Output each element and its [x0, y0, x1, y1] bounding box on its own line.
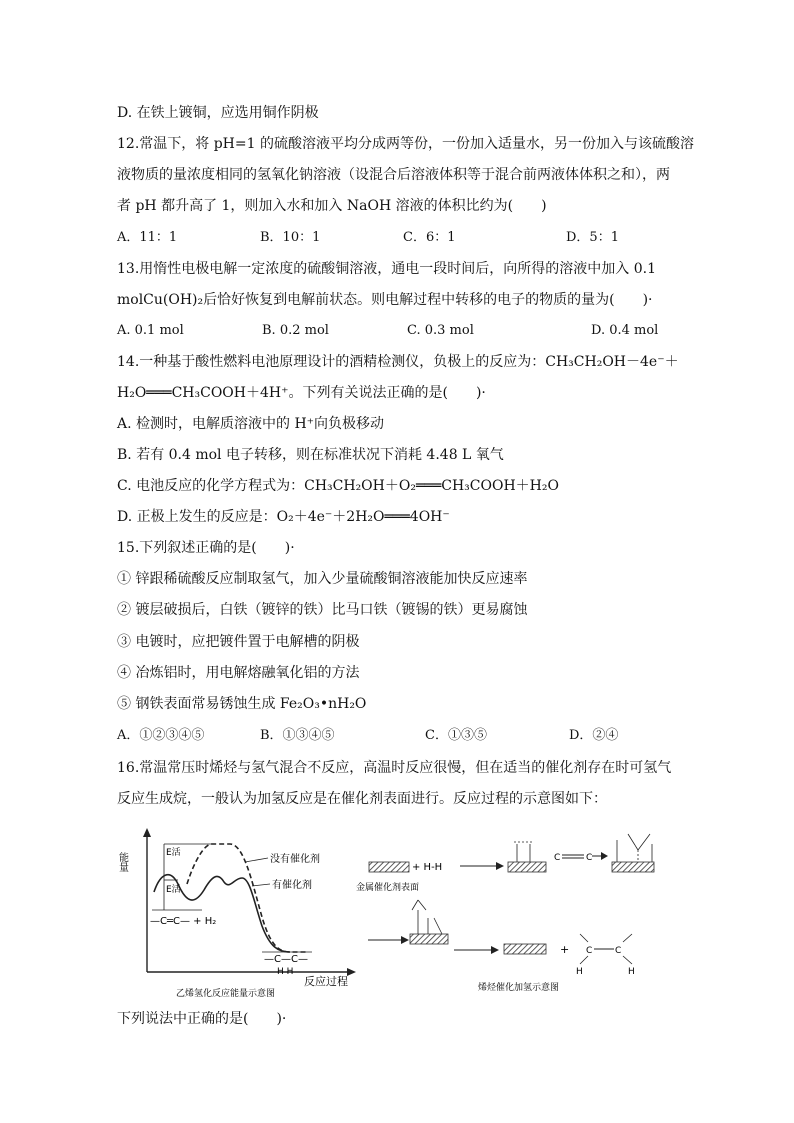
q15-stem: 15.下列叙述正确的是( )· — [117, 540, 295, 556]
with-catalyst-pointer — [252, 884, 270, 886]
q12-stem-line2: 液物质的量浓度相同的氢氧化钠溶液（设混合后溶液体积等于混合前两液体体积之和），两 — [117, 167, 670, 183]
q14-stem-line1: 14.一种基于酸性燃料电池原理设计的酒精检测仪，负极上的反应为：CH₃CH₂OH－4e⁻＋ — [117, 354, 679, 370]
q12-option-d: D．5：1 — [566, 230, 619, 245]
adsorbed-bond-3 — [638, 834, 650, 850]
q14-option-c: C. 电池反应的化学方程式为：CH₃CH₂OH＋O₂═══CH₃COOH＋H₂O — [117, 478, 559, 494]
q12-option-c: C．6：1 — [403, 230, 456, 245]
x-axis-label: 反应过程 — [304, 975, 348, 988]
q14-stem-line2: H₂O═══CH₃COOH＋4H⁺。下列有关说法正确的是( )· — [117, 385, 486, 401]
ea1-label: E活 — [166, 848, 181, 858]
energy-diagram-caption: 乙烯氢化反应能量示意图 — [176, 989, 276, 999]
q16-question: 下列说法中正确的是( )· — [117, 1011, 287, 1027]
ethane-h-left: H — [576, 967, 583, 977]
ethane-bond-4 — [623, 956, 632, 964]
energy-axis-y-label: 能量 — [116, 852, 128, 872]
q13-stem-line1: 13.用惰性电极电解一定浓度的硫酸铜溶液，通电一段时间后，向所得的溶液中加入 0.1 — [117, 261, 656, 277]
q12-option-a: A．11：1 — [117, 230, 178, 245]
q13-stem-line2: molCu(OH)₂后恰好恢复到电解前状态。则电解过程中转移的电子的物质的量为( )· — [117, 292, 653, 308]
catalyst-surface-5 — [504, 944, 546, 954]
arrow-2-head — [601, 852, 608, 860]
no-catalyst-label: 没有催化剂 — [270, 854, 320, 865]
arrow-4-head — [491, 946, 499, 954]
plus-h2-label: + H-H — [412, 862, 443, 873]
q14-option-a: A. 检测时，电解质溶液中的 H⁺向负极移动 — [117, 416, 385, 432]
q13-option-c: C. 0.3 mol — [407, 323, 474, 338]
plus-sign: + — [560, 943, 570, 956]
intermediate-bond-1 — [412, 900, 418, 910]
energy-diagram — [117, 828, 357, 999]
q15-statement-3: ③ 电镀时，应把镀件置于电解槽的阴极 — [117, 634, 360, 650]
q16-figure — [112, 822, 672, 1000]
q15-option-d: D．②④ — [569, 728, 619, 743]
energy-axis-y-arrow — [143, 828, 151, 837]
hydrogenation-schematic — [356, 834, 654, 993]
q12-stem-line3: 者 pH 都升高了 1，则加入水和加入 NaOH 溶液的体积比约为( ) — [117, 198, 547, 214]
ethane-h-right: H — [628, 967, 635, 977]
q16-stem-line1: 16.常温常压时烯烃与氢气混合不反应，高温时反应很慢，但在适当的催化剂存在时可氢气 — [117, 760, 672, 776]
catalyst-surface-3 — [612, 862, 654, 872]
q16-stem-line2: 反应生成烷，一般认为加氢反应是在催化剂表面进行。反应过程的示意图如下： — [117, 791, 607, 807]
ethane-bond-2 — [580, 956, 588, 964]
reactant-label: —C═C— + H₂ — [150, 916, 217, 927]
q15-statement-5: ⑤ 钢铁表面常易锈蚀生成 Fe₂O₃•nH₂O — [117, 696, 367, 712]
q15-statement-2: ② 镀层破损后，白铁（镀锌的铁）比马口铁（镀锡的铁）更易腐蚀 — [117, 602, 528, 618]
q15-option-b: B．①③④⑤ — [260, 728, 335, 743]
q15-statement-1: ① 锌跟稀硫酸反应制取氢气，加入少量硫酸铜溶液能加快反应速率 — [117, 571, 528, 587]
ethane-bond-3 — [623, 934, 632, 942]
ethane-c-left: C — [586, 946, 593, 956]
energy-axis-x-arrow — [347, 968, 356, 976]
q14-option-b: B. 若有 0.4 mol 电子转移，则在标准状况下消耗 4.48 L 氧气 — [117, 447, 504, 463]
q15-statement-4: ④ 冶炼铝时，用电解熔融氧化铝的方法 — [117, 665, 360, 681]
product-carbons: —C—C— — [264, 954, 308, 965]
q13-option-b: B. 0.2 mol — [262, 323, 329, 338]
q12-option-b: B．10：1 — [260, 230, 321, 245]
ethylene-c-right: C — [586, 853, 593, 863]
ethane-bond-1 — [580, 934, 588, 942]
with-catalyst-label: 有催化剂 — [272, 880, 312, 891]
q15-option-c: C．①③⑤ — [425, 728, 487, 743]
ea2-label: E活 — [166, 885, 181, 895]
catalyst-surface-2 — [508, 862, 546, 872]
arrow-1-head — [496, 862, 504, 870]
surface-label: 金属催化剂表面 — [356, 883, 420, 893]
adsorbed-bond-2 — [628, 834, 638, 850]
intermediate-bond-2 — [418, 900, 426, 910]
schematic-caption: 烯烃催化加氢示意图 — [478, 983, 560, 993]
product-hydrogens: H H — [277, 967, 294, 977]
q11-option-d: D. 在铁上镀铜，应选用铜作阴极 — [117, 105, 319, 121]
q14-option-d: D. 正极上发生的反应是：O₂＋4e⁻＋2H₂O═══4OH⁻ — [117, 509, 450, 525]
ethylene-c-left: C — [554, 853, 561, 863]
q13-option-a: A. 0.1 mol — [117, 323, 184, 338]
q13-option-d: D. 0.4 mol — [591, 323, 659, 338]
catalyst-surface-1 — [369, 862, 409, 872]
ethane-c-right: C — [615, 946, 622, 956]
q15-option-a: A．①②③④⑤ — [117, 728, 205, 743]
intermediate-bond-5 — [434, 918, 442, 934]
no-catalyst-pointer — [245, 858, 268, 862]
arrow-3-head — [401, 936, 409, 944]
catalyst-surface-4 — [410, 934, 448, 944]
q12-stem-line1: 12.常温下，将 pH=1 的硫酸溶液平均分成两等份，一份加入适量水，另一份加入与该硫酸溶 — [117, 136, 694, 152]
